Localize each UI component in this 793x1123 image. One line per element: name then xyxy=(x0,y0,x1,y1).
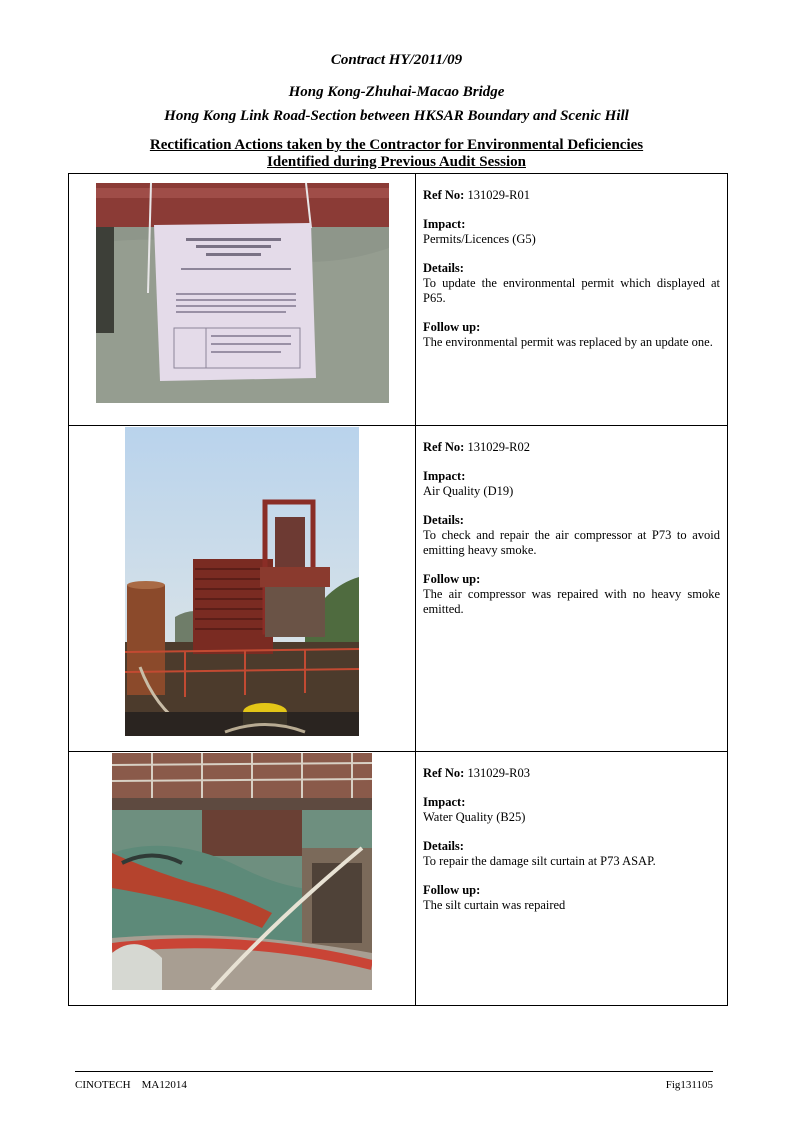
impact-value: Water Quality (B25) xyxy=(423,810,526,824)
footer-divider xyxy=(75,1071,713,1072)
follow-up-value: The environmental permit was replaced by an update one. xyxy=(423,335,713,349)
details-cell xyxy=(416,426,728,752)
ref-value: 131029-R02 xyxy=(467,440,530,454)
air-compressor-photo xyxy=(125,427,359,736)
ref-value: 131029-R01 xyxy=(467,188,530,202)
follow-up-value: The air compressor was repaired with no heavy smoke emitted. xyxy=(423,587,720,616)
footer-left: CINOTECH MA12014 xyxy=(75,1079,187,1091)
follow-up-label: Follow up: xyxy=(423,572,481,586)
ref-label: Ref No: xyxy=(423,440,465,454)
photo-cell xyxy=(69,752,416,1006)
impact-value: Air Quality (D19) xyxy=(423,484,514,498)
details-label: Details: xyxy=(423,839,464,853)
project-section: Hong Kong Link Road-Section between HKSAR Boundary and Scenic Hill xyxy=(164,108,629,124)
details-label: Details: xyxy=(423,513,464,527)
follow-up-label: Follow up: xyxy=(423,320,481,334)
permit-photo xyxy=(96,183,389,403)
silt-curtain-photo xyxy=(112,753,372,990)
table-row xyxy=(69,174,728,426)
details-cell xyxy=(416,752,728,1006)
details-cell xyxy=(416,174,728,426)
page-title-line-2: Identified during Previous Audit Session xyxy=(267,154,526,170)
contract-number: Contract HY/2011/09 xyxy=(330,52,463,68)
impact-label: Impact: xyxy=(423,795,466,809)
details-value: To check and repair the air compressor at P73 to avoid emitting heavy smoke. xyxy=(423,528,720,557)
photo-cell xyxy=(69,426,416,752)
details-value: To update the environmental permit which displayed at P65. xyxy=(423,276,720,305)
photo-cell xyxy=(69,174,416,426)
page-title xyxy=(0,137,793,171)
table-row xyxy=(69,426,728,752)
follow-up-label: Follow up: xyxy=(423,883,481,897)
project-name: Hong Kong-Zhuhai-Macao Bridge xyxy=(288,84,505,100)
impact-value: Permits/Licences (G5) xyxy=(423,232,536,246)
rectification-table xyxy=(68,173,728,1006)
ref-value: 131029-R03 xyxy=(467,766,530,780)
impact-label: Impact: xyxy=(423,469,466,483)
details-label: Details: xyxy=(423,261,464,275)
ref-label: Ref No: xyxy=(423,766,465,780)
follow-up-value: The silt curtain was repaired xyxy=(423,898,566,912)
impact-label: Impact: xyxy=(423,217,466,231)
ref-label: Ref No: xyxy=(423,188,465,202)
details-value: To repair the damage silt curtain at P73 ASAP. xyxy=(423,854,656,868)
footer-figure-number: Fig131105 xyxy=(665,1079,713,1091)
page-title-line-1: Rectification Actions taken by the Contractor for Environmental Deficiencies xyxy=(149,137,644,153)
table-row xyxy=(69,752,728,1006)
